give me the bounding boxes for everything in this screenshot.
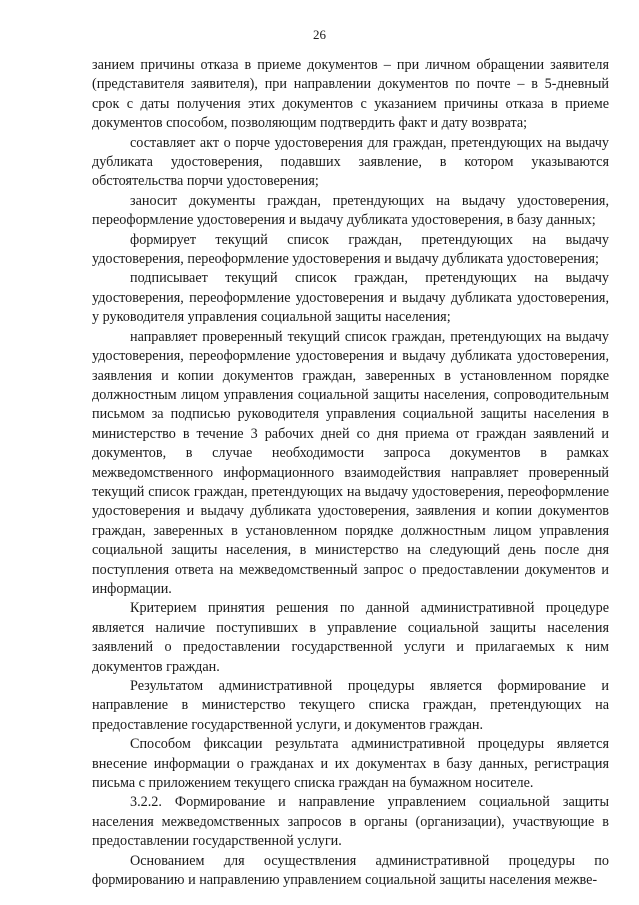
paragraph: Основанием для осуществления административной процедуры по формированию и направлению управлением социальной защиты населения межве- bbox=[92, 852, 609, 889]
paragraph: Критерием принятия решения по данной административной процедуре является наличие поступивших в управление социальной защиты населения заявлений о предоставлении государственной услуги и прилагаемых к ним документов граждан. bbox=[92, 600, 609, 675]
paragraph: Результатом административной процедуры является формирование и направление в министерство текущего списка граждан, претендующих на предоставление государственной услуги, и документов граждан. bbox=[92, 678, 609, 733]
document-body bbox=[92, 56, 609, 890]
section-heading-paragraph: 3.2.2. Формирование и направление управлением социальной защиты населения межведомственных запросов в органы (организации), участвующие в предоставлении государственной услуги. bbox=[92, 794, 609, 850]
paragraph: заносит документы граждан, претендующих на выдачу удостоверения, переоформление удостоверения и выдачу дубликата удостоверения, в базу данных; bbox=[92, 192, 609, 229]
page-number: 26 bbox=[313, 27, 326, 42]
paragraph: занием причины отказа в приеме документов – при личном обращении заявителя (представителя заявителя), при направлении документов по почте – в 5-дневный срок с даты получения этих документов с указанием причины отказа в приеме документов способом, позволяющим подтвердить факт и дату возврата; bbox=[92, 57, 609, 132]
paragraph: Способом фиксации результата административной процедуры является внесение информации о гражданах и их документах в базу данных, регистрация письма с приложением текущего списка граждан на бумажном носителе. bbox=[92, 736, 609, 792]
paragraph: составляет акт о порче удостоверения для граждан, претендующих на выдачу дубликата удостоверения, подавших заявление, в котором указываются обстоятельства порчи удостоверения; bbox=[92, 134, 609, 190]
paragraph: направляет проверенный текущий список граждан, претендующих на выдачу удостоверения, переоформление удостоверения и выдачу дубликата удостоверения, заявления и копии документов граждан, заверенных в установленном порядке должностным лицом управления социальной защиты населения, сопроводительным письмом за подписью руководителя управления социальной защиты населения в министерство в течение 3 рабочих дней со дня приема от граждан заявлений и документов, в случае необходимости запроса документов в рамках межведомственного информационного взаимодействия направляет проверенный текущий список граждан, претендующих на выдачу удостоверения, переоформление удостоверения и выдачу дубликата удостоверения, заявления и копии документов граждан, заверенных в установленном порядке должностным лицом управления социальной защиты населения, в министерство на следующий день после дня поступления ответа на межведомственный запрос о предоставлении документов и информации. bbox=[92, 328, 609, 597]
paragraph: формирует текущий список граждан, претендующих на выдачу удостоверения, переоформление удостоверения и выдачу дубликата удостоверения; bbox=[92, 231, 609, 268]
paragraph: подписывает текущий список граждан, претендующих на выдачу удостоверения, переоформление удостоверения и выдачу дубликата удостоверения, у руководителя управления социальной защиты населения; bbox=[92, 270, 609, 326]
